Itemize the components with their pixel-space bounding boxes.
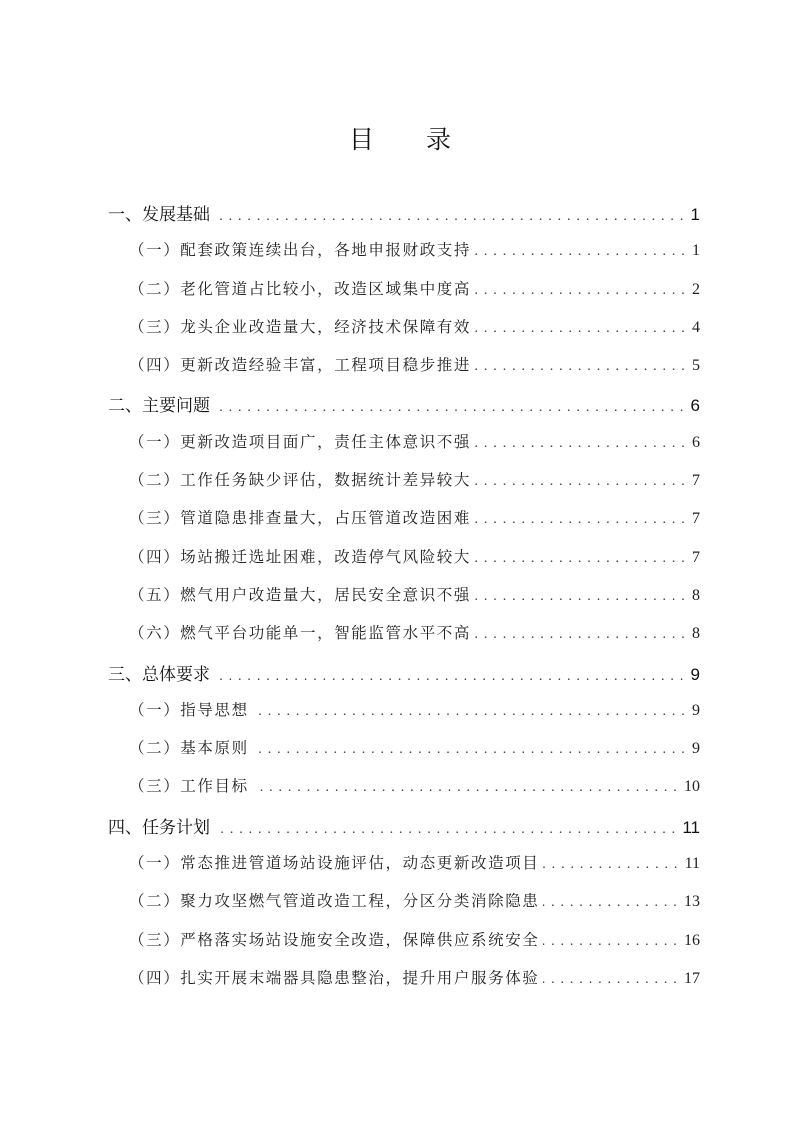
toc-entry-subsection[interactable] [108, 430, 700, 468]
toc-entry-subsection[interactable] [108, 966, 700, 1004]
toc-entry-label: （三）龙头企业改造量大，经济技术保障有效 [129, 317, 472, 336]
toc-title: 目 录 [349, 125, 473, 154]
toc-page-number: 8 [692, 625, 700, 643]
toc-page-number: 9 [690, 664, 700, 684]
toc-page-number: 7 [692, 510, 700, 528]
toc-page-number: 13 [684, 893, 700, 911]
toc-page-number: 10 [684, 778, 700, 796]
dot-leader [475, 475, 686, 491]
toc-entry-section-1[interactable] [108, 200, 700, 238]
toc-entry-subsection[interactable] [108, 506, 700, 544]
dot-leader [214, 670, 685, 687]
toc-page-number: 7 [692, 548, 700, 566]
dot-leader [475, 628, 686, 644]
toc-entry-label: （六）燃气平台功能单一，智能监管水平不高 [129, 624, 472, 643]
toc-entry-section-2[interactable] [108, 391, 700, 429]
toc-page-number: 2 [692, 280, 700, 298]
toc-entry-label: （四）场站搬迁选址困难，改造停气风险较大 [129, 547, 472, 566]
toc-page-number: 11 [682, 817, 700, 837]
toc-entry-subsection[interactable] [108, 238, 700, 276]
dot-leader [214, 210, 685, 227]
toc-page-number: 9 [692, 701, 700, 719]
toc-entry-label: （一）配套政策连续出台，各地申报财政支持 [129, 241, 472, 260]
dot-leader [253, 743, 686, 759]
toc-page-number: 11 [684, 855, 700, 873]
toc-entry-section-4[interactable] [108, 813, 700, 851]
toc-entry-subsection[interactable] [108, 315, 700, 353]
dot-leader [475, 322, 686, 338]
toc-entry-label: （四）扎实开展末端器具隐患整治，提升用户服务体验 [129, 968, 540, 987]
dot-leader [475, 590, 686, 606]
toc-page-number: 7 [692, 472, 700, 490]
toc-page-number: 6 [690, 396, 700, 416]
toc-entry-label: （三）工作目标 [129, 777, 249, 796]
dot-leader [253, 781, 678, 797]
toc-page-number: 16 [684, 931, 700, 949]
toc-entry-label: （二）工作任务缺少评估，数据统计差异较大 [129, 471, 472, 490]
toc-entry-subsection[interactable] [108, 621, 700, 659]
toc-entry-label: （二）聚力攻坚燃气管道改造工程，分区分类消除隐患 [129, 892, 540, 911]
toc-entry-label: （五）燃气用户改造量大，居民安全意识不强 [129, 585, 472, 604]
toc-page-number: 1 [690, 205, 700, 224]
toc-entry-label: 三、总体要求 [108, 664, 210, 685]
toc-entry-label: （一）更新改造项目面广，责任主体意识不强 [129, 432, 472, 451]
dot-leader [214, 401, 685, 418]
toc-entry-subsection[interactable] [108, 545, 700, 583]
toc-entry-section-3[interactable] [108, 660, 700, 698]
toc-entry-label: （二）老化管道占比较小，改造区域集中度高 [129, 279, 472, 298]
dot-leader [543, 973, 678, 989]
toc-entry-label: （一）指导思想 [129, 700, 249, 719]
dot-leader [475, 513, 686, 529]
toc-entry-label: 一、发展基础 [108, 205, 210, 225]
dot-leader [475, 437, 686, 453]
toc-entry-label: （四）更新改造经验丰富，工程项目稳步推进 [129, 356, 472, 375]
toc-entry-label: （三）严格落实场站设施安全改造，保障供应系统安全 [129, 930, 540, 949]
toc-page-number: 17 [684, 969, 700, 987]
toc-entry-subsection[interactable] [108, 698, 700, 736]
toc-entry-subsection[interactable] [108, 889, 700, 927]
toc-entry-subsection[interactable] [108, 851, 700, 889]
dot-leader [253, 705, 686, 721]
toc-page-number: 1 [692, 242, 700, 260]
toc-entry-subsection[interactable] [108, 774, 700, 812]
toc-page-number: 6 [692, 433, 700, 451]
dot-leader [475, 284, 686, 300]
toc-entry-subsection[interactable] [108, 353, 700, 391]
toc-page-number: 5 [692, 357, 700, 375]
toc-page-number: 8 [692, 586, 700, 604]
toc-page-number: 9 [692, 740, 700, 758]
dot-leader [475, 360, 686, 376]
dot-leader [543, 935, 678, 951]
toc-page-number: 4 [692, 318, 700, 336]
toc-entry-label: 二、主要问题 [108, 396, 210, 417]
toc-entry-label: （三）管道隐患排查量大，占压管道改造困难 [129, 509, 472, 528]
toc-entry-subsection[interactable] [108, 928, 700, 966]
toc-entry-subsection[interactable] [108, 468, 700, 506]
dot-leader [475, 245, 686, 261]
toc-entry-label: （二）基本原则 [129, 739, 249, 758]
dot-leader [543, 858, 678, 874]
dot-leader [543, 896, 678, 912]
toc-entry-subsection[interactable] [108, 736, 700, 774]
toc-entry-subsection[interactable] [108, 277, 700, 315]
dot-leader [214, 823, 676, 840]
toc-entry-label: 四、任务计划 [108, 817, 210, 838]
toc-entry-subsection[interactable] [108, 583, 700, 621]
table-of-contents [108, 200, 700, 1004]
dot-leader [475, 552, 686, 568]
toc-entry-label: （一）常态推进管道场站设施评估，动态更新改造项目 [129, 854, 540, 873]
